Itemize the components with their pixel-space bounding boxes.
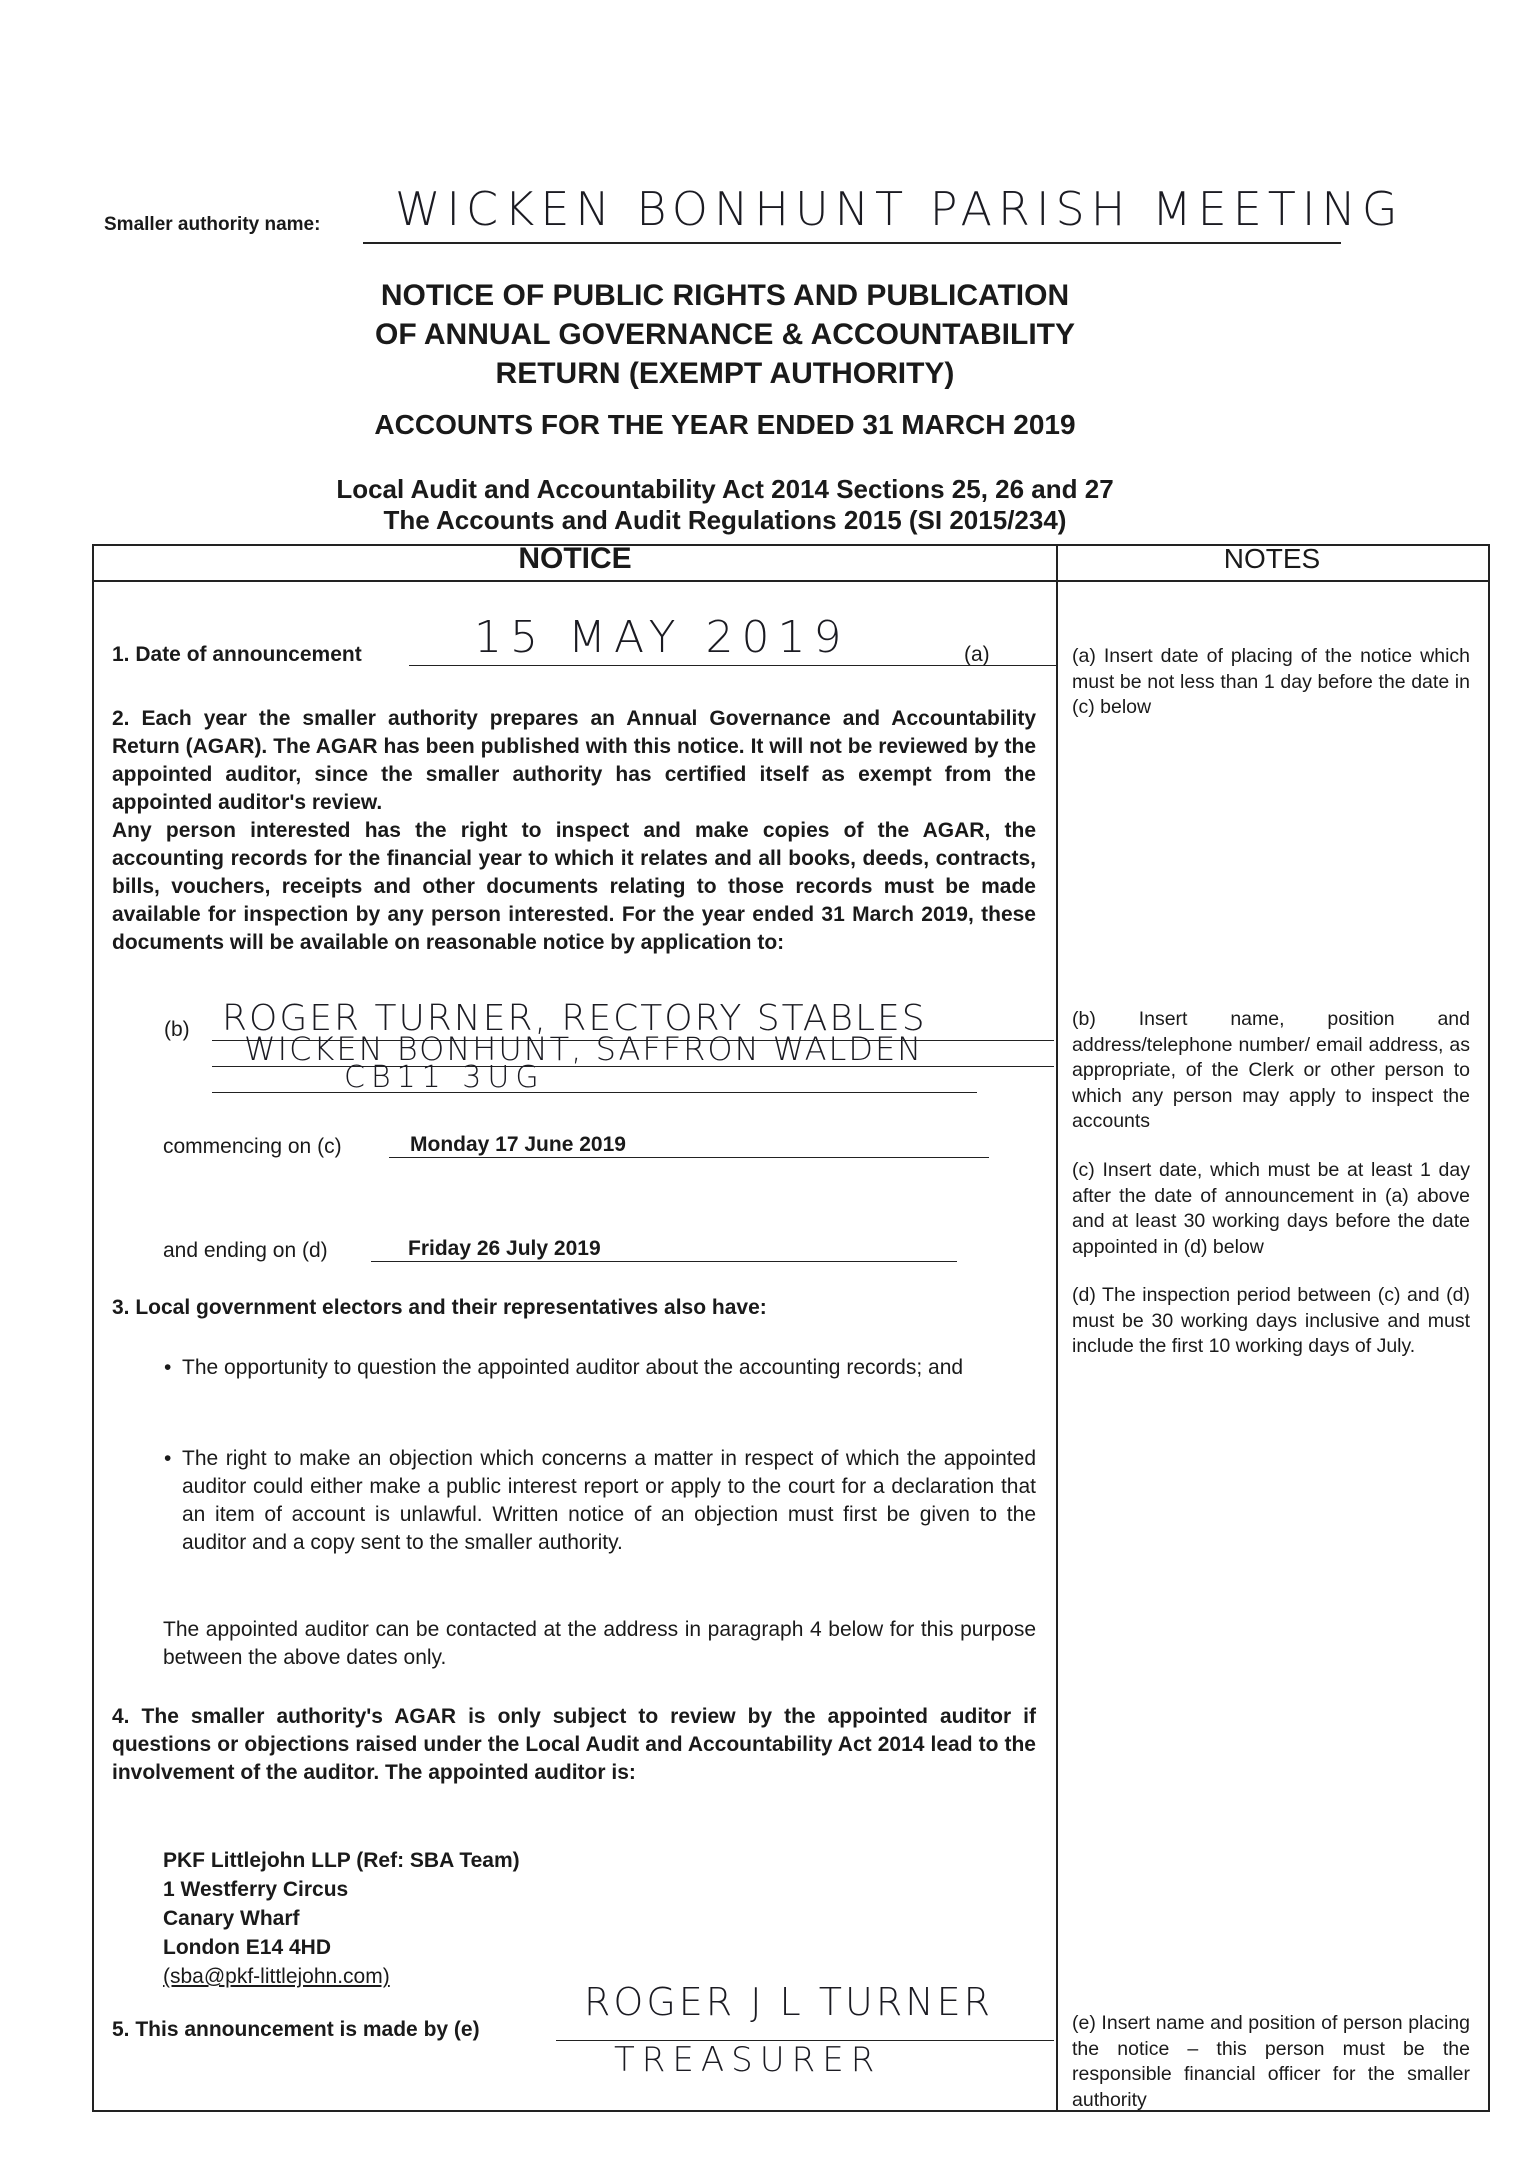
objection-bullet: The right to make an objection which concerns a matter in respect of which the appointed auditor could either make a public interest report or apply to the court for a declaration that an item of account is unlawful. Written notice of an objection must first be given to the auditor and a copy sent to the smaller authority. [182,1447,1036,1554]
announcer-name-handwritten: ROGER J L TURNER [584,1980,994,2024]
announcement-made-by-label: 5. This announcement is made by (e) [112,2018,480,2041]
date-of-announcement-label: 1. Date of announcement [112,643,362,666]
authority-name-label: Smaller authority name: [104,214,321,235]
announcer-position-handwritten: TREASURER [614,2040,882,2080]
notes-column-header: NOTES [1223,543,1321,574]
title-line: RETURN (EXEMPT AUTHORITY) [495,357,955,390]
agar-publication-paragraph: 2. Each year the smaller authority prepares an Annual Governance and Accountability Return (AGAR). The AGAR has been published with this notice. It will not be reviewed by the appointed auditor, since the smaller authority has certified itself as exempt from the appointed auditor's review. [112,707,1036,814]
contact-handwritten-line-1: ROGER TURNER, RECTORY STABLES [222,998,927,1039]
authority-name-line [363,242,1341,244]
ending-date: Friday 26 July 2019 [408,1237,601,1260]
authority-name-handwritten: WICKEN BONHUNT PARISH MEETING [395,182,1404,236]
note-ref-a: (a) [964,643,990,666]
act-reference: Local Audit and Accountability Act 2014 Sections 25, 26 and 27 [336,474,1114,504]
header-divider [94,580,1488,582]
bullet-icon: • [164,1356,172,1379]
contact-handwritten-line-2: WICKEN BONHUNT, SAFFRON WALDEN [244,1030,924,1068]
auditor-address-line: 1 Westferry Circus [163,1878,349,1901]
date-underline [409,665,1057,666]
bullet-text: The opportunity to question the appointed auditor about the accounting records; and [182,1356,964,1379]
note-a: (a) Insert date of placing of the notice which must be not less than 1 day before the date in (c) below [1072,645,1470,718]
auditor-email[interactable]: (sba@pkf-littlejohn.com) [163,1965,390,1988]
auditor-contact-paragraph: The appointed auditor can be contacted at the address in paragraph 4 below for this purpose between the above dates only. [163,1618,1036,1669]
notice-column-header: NOTICE [518,542,632,575]
regulations-reference: The Accounts and Audit Regulations 2015 (SI 2015/234) [383,505,1067,535]
contact-handwritten-line-3: CB11 3UG [344,1060,545,1095]
auditor-address [163,1846,520,1962]
title-line: NOTICE OF PUBLIC RIGHTS AND PUBLICATION [380,279,1070,312]
column-divider [1056,546,1058,2110]
note-c: (c) Insert date, which must be at least 1 day after the date of announcement in (a) above and at least 30 working days before the date appointed in (d) below [1072,1159,1470,1258]
inspection-rights-paragraph: Any person interested has the right to inspect and make copies of the AGAR, the accounting records for the financial year to which it relates and all books, deeds, contracts, bills, vouchers, receipts and other documents relating to those records must be made available for inspection by any person interested. For the year ended 31 March 2019, these documents will be available on reasonable notice by application to: [112,819,1036,954]
ending-label: and ending on (d) [163,1239,328,1262]
commencing-label: commencing on (c) [163,1135,342,1158]
title-line: OF ANNUAL GOVERNANCE & ACCOUNTABILITY [375,318,1075,351]
note-e: (e) Insert name and position of person placing the notice – this person must be the responsible financial officer for the smaller authority [1072,2012,1470,2111]
electors-rights-heading: 3. Local government electors and their representatives also have: [112,1296,767,1319]
accounts-year-heading: ACCOUNTS FOR THE YEAR ENDED 31 MARCH 2019 [374,409,1076,440]
note-ref-b: (b) [164,1018,190,1041]
note-b: (b) Insert name, position and address/telephone number/ email address, as appropriate, of the Clerk or other person to which any person may apply to inspect the accounts [1072,1008,1470,1132]
auditor-address-line: Canary Wharf [163,1907,300,1930]
announcement-date-handwritten: 15 MAY 2019 [474,612,850,663]
note-d: (d) The inspection period between (c) and (d) must be 30 working days inclusive and must include the first 10 working days of July. [1072,1284,1470,1357]
commencing-date: Monday 17 June 2019 [410,1133,626,1156]
auditor-name: PKF Littlejohn LLP (Ref: SBA Team) [163,1849,520,1872]
contact-line-3 [212,1092,977,1093]
notice-title [0,276,1450,393]
auditor-address-line: London E14 4HD [163,1936,332,1959]
question-auditor-bullet [182,1354,1036,1382]
bullet-icon: • [164,1447,172,1470]
agar-review-paragraph: 4. The smaller authority's AGAR is only subject to review by the appointed auditor if questions or objections raised under the Local Audit and Accountability Act 2014 lead to the involvement of the auditor. The appointed auditor is: [112,1705,1036,1784]
